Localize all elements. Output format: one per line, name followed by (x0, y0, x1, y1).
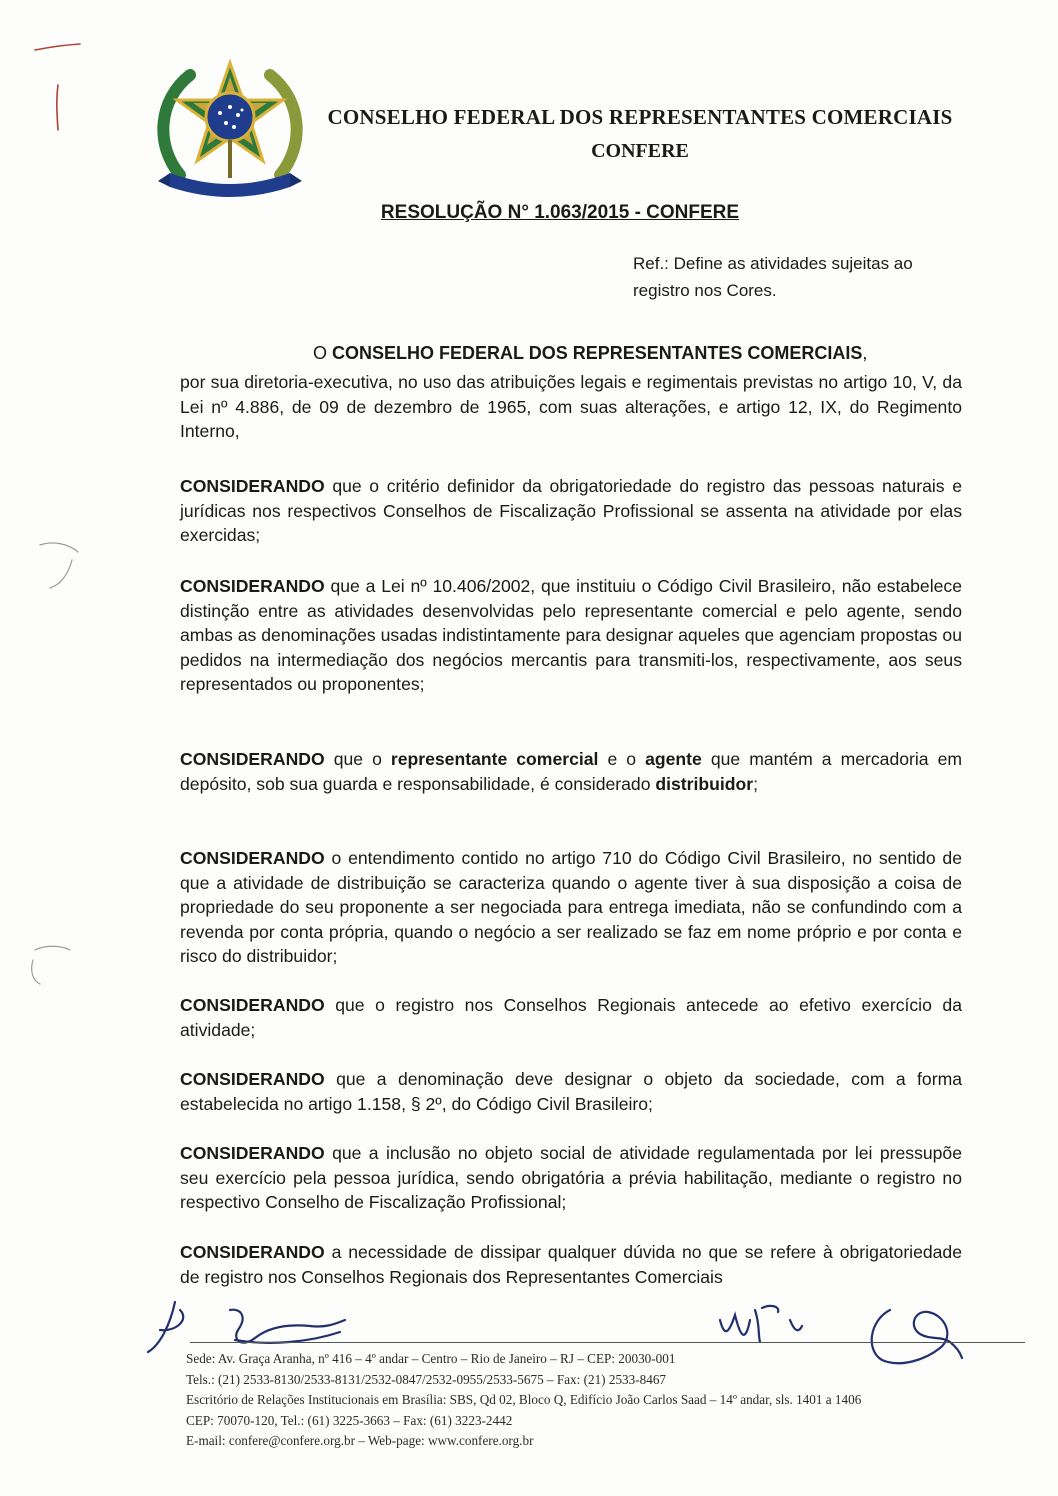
considerando-text-2: que a Lei nº 10.406/2002, que instituiu o Código Civil Brasileiro, não estabelece distinção entre as atividades desenvolvidas pelo representante comercial e pelo agente, sendo ambas as denominações usadas indistintamente para designar aqueles que agenciam propostas ou pedidos na intermediação dos negócios mercantis para transmiti-los, respectivamente, aos seus representados ou proponentes; (180, 576, 962, 694)
considerando-paragraph-6 (180, 1067, 962, 1116)
footer-rule (190, 1342, 1025, 1343)
intro-paragraph: por sua diretoria-executiva, no uso das atribuições legais e regimentais previstas no artigo 10, V, da Lei nº 4.886, de 09 de dezembro de 1965, com suas alterações, e artigo 12, IX, do Regimento Interno, (180, 372, 962, 441)
term-distribuidor: distribuidor (655, 773, 754, 794)
considerando-paragraph-1 (180, 474, 962, 548)
considerando-text-1: que o critério definidor da obrigatoriedade do registro das pessoas naturais e jurídicas nos respectivos Conselhos de Fiscalização Profissional se assenta na atividade por elas exercidas; (180, 476, 962, 545)
intro-suffix: , (862, 343, 868, 363)
considerando-text-8: a necessidade de dissipar qualquer dúvida no que se refere à obrigatoriedade de registro nos Conselhos Regionais dos Representantes Comerciais (180, 1242, 963, 1287)
considerando-paragraph-8 (180, 1240, 962, 1289)
considerando-text-5: que o registro nos Conselhos Regionais antecede ao efetivo exercício da atividade; (180, 995, 962, 1040)
ref-line-2: registro nos Cores. (633, 281, 777, 300)
considerando-text-6: que a denominação deve designar o objeto da sociedade, com a forma estabelecida no artigo 1.158, § 2º, do Código Civil Brasileiro; (180, 1069, 963, 1114)
considerando-text-3b: e o (607, 749, 637, 769)
considerando-keyword: CONSIDERANDO (180, 576, 325, 596)
margin-marks (0, 0, 120, 1000)
coat-of-arms-icon (150, 55, 310, 205)
considerando-keyword: CONSIDERANDO (180, 995, 325, 1015)
considerando-keyword: CONSIDERANDO (180, 1143, 325, 1163)
considerando-keyword: CONSIDERANDO (180, 476, 325, 496)
footer-line-1: Sede: Av. Graça Aranha, nº 416 – 4º andar – Centro – Rio de Janeiro – RJ – CEP: 20030-001 (186, 1351, 676, 1366)
considerando-text-3a: que o (333, 749, 382, 769)
considerando-paragraph-3 (180, 747, 962, 796)
ref-note (633, 250, 963, 304)
footer-line-2: Tels.: (21) 2533-8130/2533-8131/2532-0847/2532-0955/2533-5675 – Fax: (21) 2533-8467 (186, 1371, 667, 1387)
organization-abbreviation: CONFERE (591, 140, 689, 162)
considerando-paragraph-2 (180, 574, 962, 697)
considerando-text-4: o entendimento contido no artigo 710 do Código Civil Brasileiro, no sentido de que a atividade de distribuição se caracteriza quando o agente tiver à sua disposição a coisa de propriedade do seu proponente a ser negociada para entrega imediata, não se confundindo com a revenda por conta própria, quando o negócio a ser realizado se faz em nome próprio e por conta e risco do distribuidor; (180, 848, 963, 966)
considerando-keyword: CONSIDERANDO (180, 1069, 325, 1089)
footer-line-4: CEP: 70070-120, Tel.: (61) 3225-3663 – Fax: (61) 3223-2442 (186, 1412, 513, 1428)
considerando-paragraph-4 (180, 846, 962, 969)
intro-prefix: O (313, 343, 333, 363)
intro-lead (313, 343, 867, 364)
term-representante-comercial: representante comercial (390, 749, 599, 769)
considerando-keyword: CONSIDERANDO (180, 848, 325, 868)
considerando-paragraph-7 (180, 1141, 962, 1215)
footer-address (186, 1349, 986, 1452)
footer-line-5: E-mail: confere@confere.org.br – Web-page: www.confere.org.br (186, 1433, 534, 1448)
considerando-text-3d: ; (753, 773, 759, 794)
organization-name: CONSELHO FEDERAL DOS REPRESENTANTES COMERCIAIS (327, 105, 953, 129)
intro-council-name: CONSELHO FEDERAL DOS REPRESENTANTES COMERCIAIS (332, 343, 863, 363)
footer-line-3: Escritório de Relações Institucionais em Brasília: SBS, Qd 02, Bloco Q, Edifício João Carlos Saad – 14º andar, sls. 1401 a 1406 (186, 1392, 862, 1407)
resolution-title: RESOLUÇÃO N° 1.063/2015 - CONFERE (380, 202, 740, 223)
considerando-paragraph-5 (180, 993, 962, 1042)
ref-line-1: Ref.: Define as atividades sujeitas ao (633, 254, 913, 273)
considerando-keyword: CONSIDERANDO (180, 1242, 325, 1262)
term-agente: agente (645, 749, 702, 769)
considerando-text-3c: que mantém a mercadoria em depósito, sob sua guarda e responsabilidade, é considerado (180, 749, 963, 794)
considerando-text-7: que a inclusão no objeto social de atividade regulamentada por lei pressupõe seu exercício pela pessoa jurídica, sendo obrigatória a prévia habilitação, mediante o registro no respectivo Conselho de Fiscalização Profissional; (180, 1143, 962, 1212)
considerando-keyword: CONSIDERANDO (180, 749, 325, 769)
